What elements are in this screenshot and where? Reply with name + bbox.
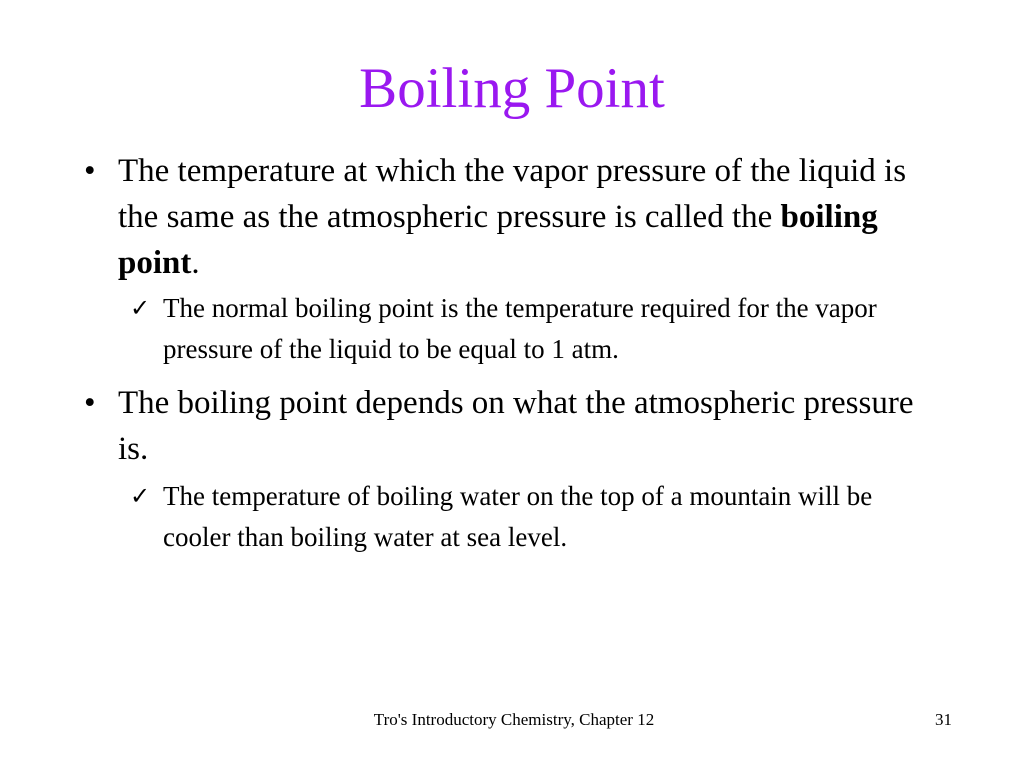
bullet-item (72, 148, 922, 286)
bullet-item (72, 380, 922, 472)
bullet-bold-term: boiling point (118, 199, 878, 281)
slide-content (72, 148, 922, 558)
footer-source: Tro's Introductory Chemistry, Chapter 12 (373, 710, 655, 729)
sub-bullet-item (130, 288, 883, 370)
sub-bullet-text: The normal boiling point is the temperature required for the vapor pressure of the liquid to be equal to 1 atm. (163, 293, 877, 364)
bullet-text: The boiling point depends on what the atmospheric pressure is. (118, 385, 914, 467)
bullet-marker: • (84, 153, 96, 189)
bullet-marker: • (84, 385, 96, 421)
sub-bullet-text: The temperature of boiling water on the top of a mountain will be cooler than boiling water at sea level. (163, 481, 873, 552)
bullet-text: The temperature at which the vapor pressure of the liquid is the same as the atmospheric pressure is called the (118, 153, 907, 235)
bullet-text-end: . (191, 245, 200, 281)
sub-bullet-item (130, 476, 883, 558)
slide-title: Boiling Point (359, 57, 665, 120)
checkmark-icon: ✓ (130, 294, 151, 322)
page-number: 31 (935, 710, 952, 729)
checkmark-icon: ✓ (130, 482, 151, 510)
